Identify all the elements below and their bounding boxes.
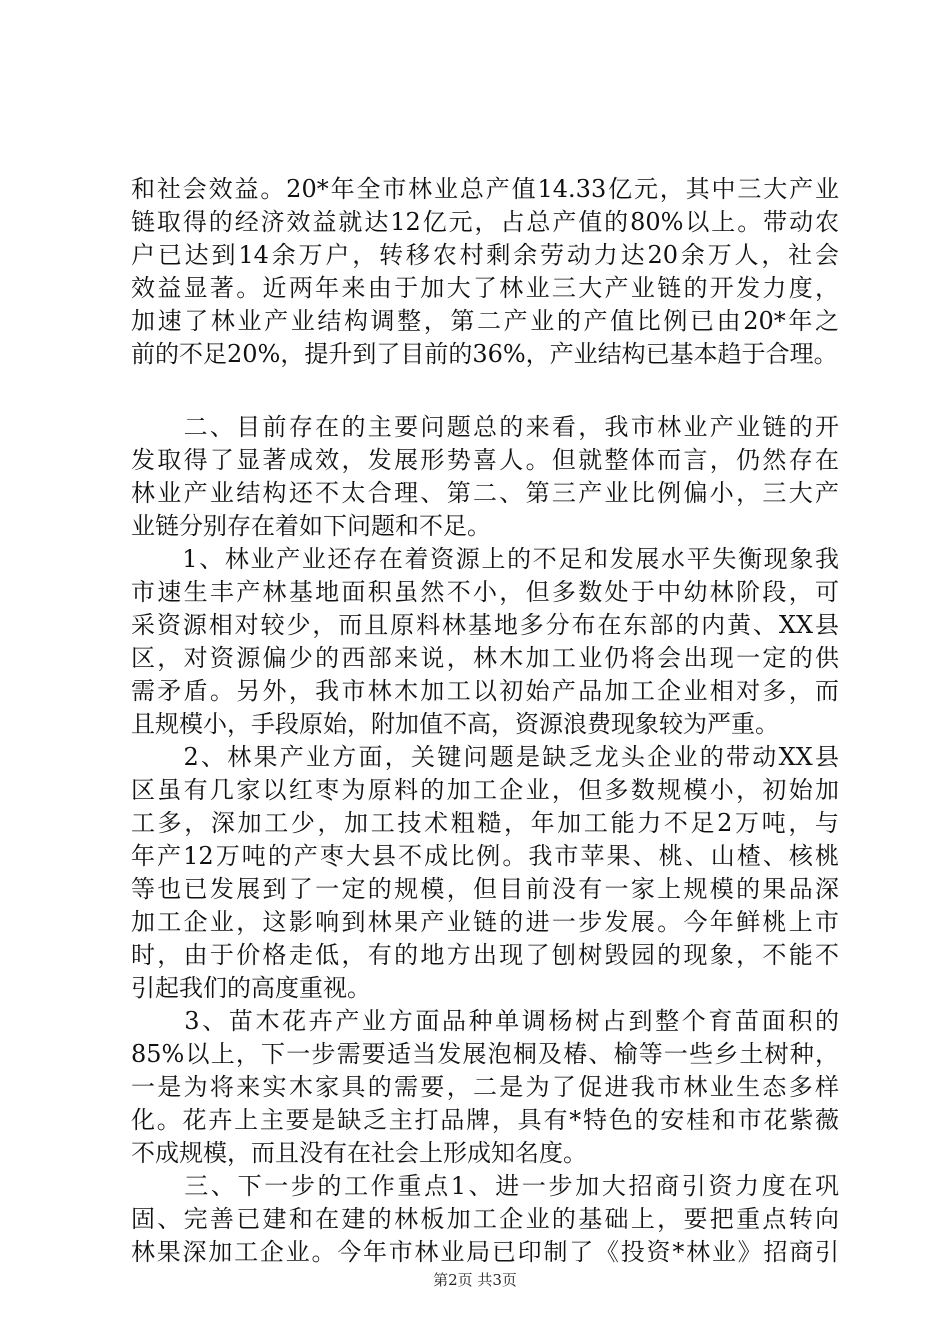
text-line: 加工企业，这影响到林果产业链的进一步发展。今年鲜桃上市	[131, 908, 839, 936]
text-line: 年产12万吨的产枣大县不成比例。我市苹果、桃、山楂、核桃	[131, 842, 839, 870]
paragraph-6	[131, 1170, 839, 1269]
text-line: 二、目前存在的主要问题总的来看，我市林业产业链的开	[131, 413, 839, 441]
text-line: 时，由于价格走低，有的地方出现了刨树毁园的现象，不能不	[131, 941, 839, 969]
document-body	[131, 173, 839, 1269]
text-line: 化。花卉上主要是缺乏主打品牌，具有*特色的安桂和市花紫薇	[131, 1106, 839, 1134]
text-line: 加速了林业产业结构调整，第二产业的产值比例已由20*年之	[131, 307, 839, 335]
text-line: 1、林业产业还存在着资源上的不足和发展水平失衡现象我	[131, 545, 839, 573]
page-number-footer: 第2页 共3页	[433, 1271, 517, 1289]
paragraph-3	[131, 543, 839, 741]
text-line: 3、苗木花卉产业方面品种单调杨树占到整个育苗面积的	[131, 1007, 839, 1035]
text-line: 不成规模，而且没有在社会上形成知名度。	[131, 1139, 587, 1167]
paragraph-spacer	[131, 371, 839, 411]
text-line: 引起我们的高度重视。	[131, 974, 371, 1002]
paragraph-5	[131, 1005, 839, 1170]
text-line: 三、下一步的工作重点1、进一步加大招商引资力度在巩	[131, 1172, 839, 1200]
text-line: 工多，深加工少，加工技术粗糙，年加工能力不足2万吨，与	[131, 809, 839, 837]
text-line: 区虽有几家以红枣为原料的加工企业，但多数规模小，初始加	[131, 776, 839, 804]
text-line: 等也已发展到了一定的规模，但目前没有一家上规模的果品深	[131, 875, 839, 903]
paragraph-2	[131, 411, 839, 543]
text-line: 采资源相对较少，而且原料林基地多分布在东部的内黄、XX县	[131, 611, 839, 639]
text-line: 且规模小，手段原始，附加值不高，资源浪费现象较为严重。	[131, 710, 779, 738]
text-line: 市速生丰产林基地面积虽然不小，但多数处于中幼林阶段，可	[131, 578, 839, 606]
text-line: 和社会效益。20*年全市林业总产值14.33亿元，其中三大产业	[131, 175, 839, 203]
text-line: 林果深加工企业。今年市林业局已印制了《投资*林业》招商引	[131, 1238, 839, 1266]
paragraph-4	[131, 741, 839, 1005]
text-line: 林业产业结构还不太合理、第二、第三产业比例偏小，三大产	[131, 479, 839, 507]
text-line: 区，对资源偏少的西部来说，林木加工业仍将会出现一定的供	[131, 644, 839, 672]
text-line: 户已达到14余万户，转移农村剩余劳动力达20余万人，社会	[131, 241, 839, 269]
text-line: 固、完善已建和在建的林板加工企业的基础上，要把重点转向	[131, 1205, 839, 1233]
text-line: 链取得的经济效益就达12亿元，占总产值的80%以上。带动农	[131, 208, 839, 236]
text-line: 发取得了显著成效，发展形势喜人。但就整体而言，仍然存在	[131, 446, 839, 474]
text-line: 一是为将来实木家具的需要，二是为了促进我市林业生态多样	[131, 1073, 839, 1101]
text-line: 效益显著。近两年来由于加大了林业三大产业链的开发力度，	[131, 274, 839, 302]
paragraph-1	[131, 173, 839, 371]
text-line: 85%以上，下一步需要适当发展泡桐及椿、榆等一些乡土树种，	[131, 1040, 839, 1068]
text-line: 前的不足20%，提升到了目前的36%，产业结构已基本趋于合理。	[131, 340, 838, 368]
text-line: 需矛盾。另外，我市林木加工以初始产品加工企业相对多，而	[131, 677, 839, 705]
text-line: 业链分别存在着如下问题和不足。	[131, 512, 491, 540]
text-line: 2、林果产业方面，关键问题是缺乏龙头企业的带动XX县	[131, 743, 839, 771]
